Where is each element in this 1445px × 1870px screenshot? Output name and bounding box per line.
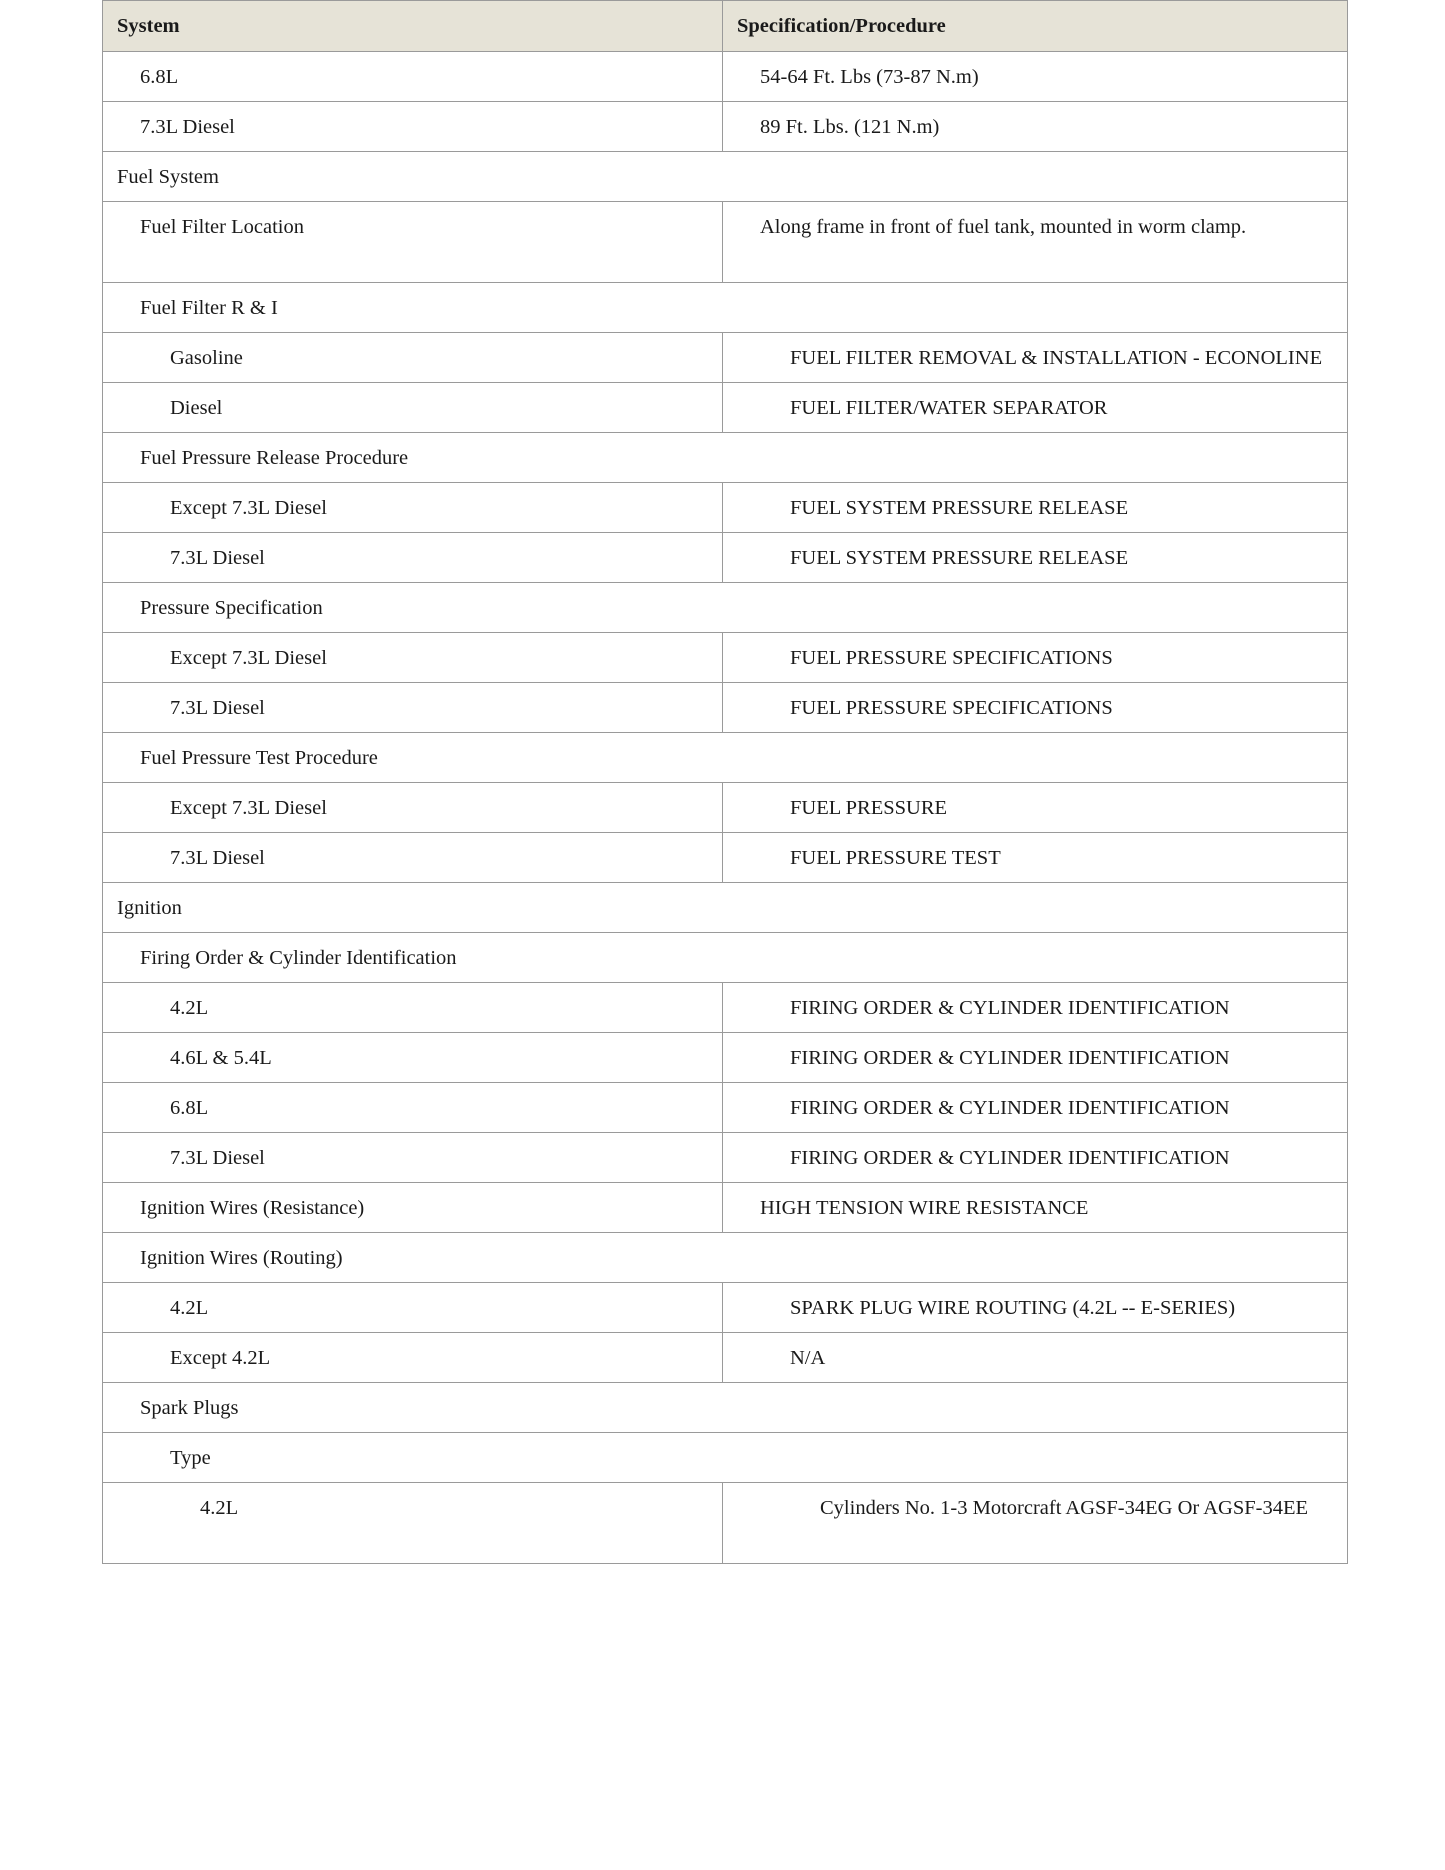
specification-value: 89 Ft. Lbs. (121 N.m) (760, 116, 940, 138)
section-heading: Pressure Specification (140, 597, 323, 619)
table-row (103, 1483, 1348, 1564)
specification-table (102, 0, 1348, 1564)
system-label: 4.2L (170, 1297, 209, 1319)
specification-cell (723, 202, 1348, 283)
system-cell (103, 633, 723, 683)
specification-cell (723, 1283, 1348, 1333)
table-row (103, 1083, 1348, 1133)
system-label: Diesel (170, 397, 223, 419)
specification-value: FUEL PRESSURE (790, 797, 948, 819)
table-row (103, 152, 1348, 202)
system-cell (103, 52, 723, 102)
system-label: 4.2L (200, 1497, 239, 1519)
table-row (103, 783, 1348, 833)
specification-value: FUEL PRESSURE SPECIFICATIONS (790, 647, 1113, 669)
system-cell (103, 983, 723, 1033)
system-label: Except 7.3L Diesel (170, 797, 327, 819)
table-row (103, 983, 1348, 1033)
table-row (103, 1383, 1348, 1433)
system-label: 6.8L (170, 1097, 209, 1119)
system-label: 6.8L (140, 66, 179, 88)
table-row (103, 1033, 1348, 1083)
specification-cell (723, 1083, 1348, 1133)
system-label: Except 7.3L Diesel (170, 497, 327, 519)
specification-value: N/A (790, 1347, 826, 1369)
table-row (103, 433, 1348, 483)
specification-cell (723, 483, 1348, 533)
table-row (103, 202, 1348, 283)
table-row (103, 583, 1348, 633)
specification-value: FUEL SYSTEM PRESSURE RELEASE (790, 497, 1129, 519)
section-cell (103, 1233, 1348, 1283)
system-cell (103, 202, 723, 283)
table-row (103, 383, 1348, 433)
section-cell (103, 283, 1348, 333)
table-row (103, 1233, 1348, 1283)
specification-cell (723, 1033, 1348, 1083)
table-row (103, 633, 1348, 683)
system-label: 7.3L Diesel (170, 697, 265, 719)
specification-value: Cylinders No. 1-3 Motorcraft AGSF-34EG Or AGSF-34EE (820, 1497, 1308, 1519)
specification-value: FUEL PRESSURE SPECIFICATIONS (790, 697, 1113, 719)
system-cell (103, 1483, 723, 1564)
system-cell (103, 1083, 723, 1133)
system-cell (103, 1333, 723, 1383)
specification-value: FIRING ORDER & CYLINDER IDENTIFICATION (790, 1047, 1230, 1069)
system-label: 7.3L Diesel (140, 116, 235, 138)
system-cell (103, 333, 723, 383)
specification-cell (723, 1183, 1348, 1233)
system-cell (103, 783, 723, 833)
system-cell (103, 1133, 723, 1183)
system-cell (103, 383, 723, 433)
system-cell (103, 683, 723, 733)
system-label: 4.2L (170, 997, 209, 1019)
system-cell (103, 1283, 723, 1333)
system-label: Gasoline (170, 347, 243, 369)
specification-cell (723, 383, 1348, 433)
specification-cell (723, 983, 1348, 1033)
system-cell (103, 533, 723, 583)
table-row (103, 1433, 1348, 1483)
table-row (103, 533, 1348, 583)
section-cell (103, 1383, 1348, 1433)
system-label: 7.3L Diesel (170, 1147, 265, 1169)
specification-cell (723, 683, 1348, 733)
specification-value: FIRING ORDER & CYLINDER IDENTIFICATION (790, 1097, 1230, 1119)
specification-value: 54-64 Ft. Lbs (73-87 N.m) (760, 66, 979, 88)
specification-cell (723, 1483, 1348, 1564)
specification-cell (723, 533, 1348, 583)
table-header-row (103, 1, 1348, 52)
system-label: 7.3L Diesel (170, 547, 265, 569)
table-row (103, 483, 1348, 533)
specification-value: FUEL FILTER/WATER SEPARATOR (790, 397, 1108, 419)
section-cell (103, 433, 1348, 483)
specification-cell (723, 833, 1348, 883)
system-label: Ignition Wires (Resistance) (140, 1197, 365, 1219)
system-cell (103, 1183, 723, 1233)
specification-value: SPARK PLUG WIRE ROUTING (4.2L -- E-SERIES) (790, 1297, 1236, 1319)
section-heading: Fuel System (117, 166, 219, 188)
system-label: Fuel Filter Location (140, 216, 304, 238)
table-row (103, 102, 1348, 152)
section-heading: Fuel Filter R & I (140, 297, 278, 319)
table-row (103, 1283, 1348, 1333)
table-body (103, 52, 1348, 1564)
system-label: 7.3L Diesel (170, 847, 265, 869)
specification-cell (723, 633, 1348, 683)
section-cell (103, 583, 1348, 633)
table-row (103, 883, 1348, 933)
section-cell (103, 1433, 1348, 1483)
table-row (103, 933, 1348, 983)
system-label: 4.6L & 5.4L (170, 1047, 272, 1069)
section-cell (103, 883, 1348, 933)
specification-value: FIRING ORDER & CYLINDER IDENTIFICATION (790, 1147, 1230, 1169)
section-heading: Fuel Pressure Test Procedure (140, 747, 378, 769)
system-cell (103, 483, 723, 533)
system-cell (103, 833, 723, 883)
table-row (103, 1333, 1348, 1383)
table-row (103, 733, 1348, 783)
specification-value: HIGH TENSION WIRE RESISTANCE (760, 1197, 1089, 1219)
specification-value: FIRING ORDER & CYLINDER IDENTIFICATION (790, 997, 1230, 1019)
table-row (103, 283, 1348, 333)
specification-cell (723, 102, 1348, 152)
table-row (103, 1183, 1348, 1233)
specification-cell (723, 333, 1348, 383)
section-cell (103, 933, 1348, 983)
table-row (103, 333, 1348, 383)
system-label: Except 7.3L Diesel (170, 647, 327, 669)
section-heading: Ignition Wires (Routing) (140, 1247, 343, 1269)
specification-cell (723, 783, 1348, 833)
specification-value: FUEL PRESSURE TEST (790, 847, 1001, 869)
system-cell (103, 1033, 723, 1083)
specification-cell (723, 52, 1348, 102)
system-label: Except 4.2L (170, 1347, 271, 1369)
column-header-specification: Specification/Procedure (723, 1, 1348, 52)
section-heading: Spark Plugs (140, 1397, 239, 1419)
specification-cell (723, 1333, 1348, 1383)
section-heading: Type (170, 1447, 211, 1469)
specification-value: FUEL FILTER REMOVAL & INSTALLATION - ECONOLINE (790, 347, 1323, 369)
section-heading: Fuel Pressure Release Procedure (140, 447, 409, 469)
specification-value: FUEL SYSTEM PRESSURE RELEASE (790, 547, 1129, 569)
table-row (103, 833, 1348, 883)
system-cell (103, 102, 723, 152)
column-header-system: System (103, 1, 723, 52)
table-row (103, 52, 1348, 102)
section-cell (103, 152, 1348, 202)
section-heading: Firing Order & Cylinder Identification (140, 947, 457, 969)
specification-cell (723, 1133, 1348, 1183)
table-row (103, 1133, 1348, 1183)
specification-value: Along frame in front of fuel tank, mounted in worm clamp. (760, 216, 1247, 238)
section-cell (103, 733, 1348, 783)
section-heading: Ignition (117, 897, 182, 919)
table-row (103, 683, 1348, 733)
